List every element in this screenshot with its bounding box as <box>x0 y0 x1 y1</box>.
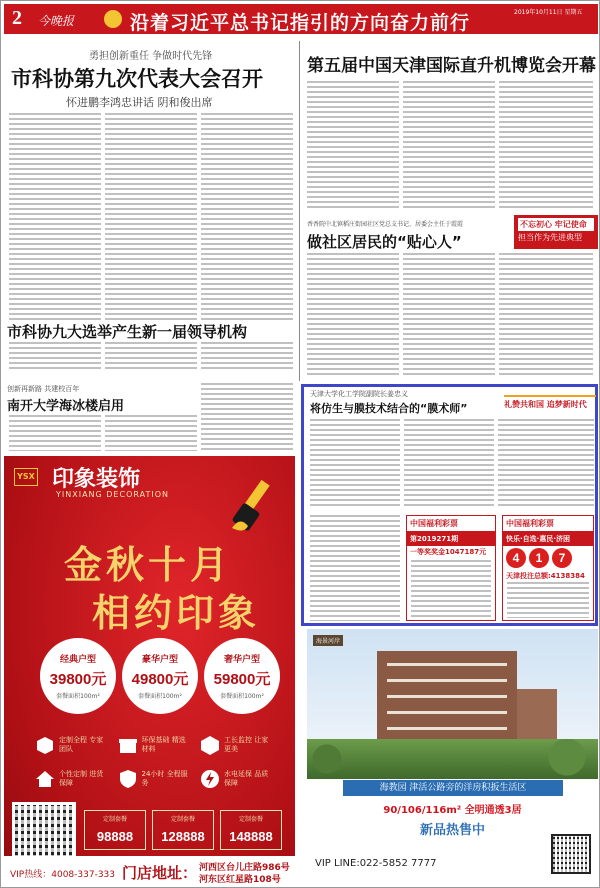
coupon-label: 定制套餐 <box>238 816 263 823</box>
lottery-prize: 一等奖奖金1047187元 <box>410 548 487 556</box>
feature-label: 工长监控 让家更美 <box>224 736 269 753</box>
feature-label: 环保基础 精选材料 <box>141 736 186 753</box>
feature-item <box>117 768 192 790</box>
highlight-text-col3 <box>498 419 594 509</box>
article1-kicker: 勇担创新重任 争做时代先锋 <box>89 51 213 62</box>
estate-qr-code <box>551 834 591 874</box>
coupon-value: 128888 <box>161 829 205 844</box>
package-name: 豪华户型 <box>141 655 178 665</box>
lightning-icon <box>199 768 221 790</box>
deco-logo: YSX <box>14 468 38 486</box>
deco-store-label: 门店地址： <box>122 864 198 882</box>
package-card[interactable] <box>122 638 198 714</box>
estate-band: 海教园 津活公路旁的洋房积扳生活区 <box>343 780 563 796</box>
decoration-ad[interactable] <box>4 456 295 886</box>
article1-subhead: 怀进鹏李鸿忠讲话 阴和俊出席 <box>66 96 213 109</box>
article1-text-col2 <box>105 113 197 321</box>
feature-item <box>117 734 192 756</box>
deco-address-1: 河西区台儿庄路986号 <box>199 863 290 873</box>
feature-label: 定制全程 专家团队 <box>59 736 104 753</box>
lottery-balls <box>503 546 593 570</box>
article3-headline[interactable]: 做社区居民的“贴心人” <box>307 233 462 251</box>
package-note: 套餐面积100m² <box>56 693 100 700</box>
feature-item <box>199 734 274 756</box>
highlight-ad-banner: 礼赞共和国 追梦新时代 <box>504 395 596 411</box>
lottery-prize: 天津投注总额:4138384 <box>506 572 585 580</box>
package-card[interactable] <box>40 638 116 714</box>
article4-text-col2 <box>105 342 197 372</box>
article4-text-col3 <box>201 342 293 372</box>
deco-brand: 印象装饰 <box>52 467 141 492</box>
box-icon <box>34 734 56 756</box>
masthead <box>4 4 598 34</box>
package-note: 套餐面积100m² <box>138 693 182 700</box>
shield-icon <box>117 768 139 790</box>
deco-slogan-line1: 金秋十月 <box>64 542 233 587</box>
lottery-ball: 1 <box>529 548 549 568</box>
package-card[interactable] <box>204 638 280 714</box>
coupon[interactable] <box>84 810 146 850</box>
coupon[interactable] <box>152 810 214 850</box>
highlight-headline[interactable]: 将仿生与膜技术结合的“膜术师” <box>310 402 468 415</box>
lottery-header: 中国福利彩票 <box>503 516 593 532</box>
page-number: 2 <box>12 7 22 29</box>
masthead-date: 2019年10月11日 星期五 <box>514 9 583 16</box>
paper-name: 今晚报 <box>38 14 75 28</box>
lottery-table <box>411 560 491 618</box>
article2-text-col3 <box>499 81 593 209</box>
lottery-box-2 <box>502 515 594 621</box>
article2-text-col1 <box>307 81 399 211</box>
party-emblem-icon <box>104 10 122 28</box>
estate-hot-sale: 新品热售中 <box>419 823 485 838</box>
feature-row-1 <box>34 734 274 756</box>
deco-vip-hotline: VIP热线：4008-337-333 <box>10 870 115 880</box>
highlight-text-col4 <box>310 515 400 621</box>
package-name: 奢华户型 <box>223 655 260 665</box>
article2-headline[interactable]: 第五届中国天津国际直升机博览会开幕 <box>307 56 596 76</box>
article3-text-col3 <box>499 253 593 378</box>
highlight-text-col1 <box>310 419 400 509</box>
deco-address-2: 河东区红星路108号 <box>199 875 281 885</box>
coupon-label: 定制套餐 <box>102 816 127 823</box>
coupon-value: 148888 <box>229 829 273 844</box>
deco-qr-code <box>12 802 76 862</box>
deco-brand-en: YINXIANG DECORATION <box>56 490 169 499</box>
lottery-band: 第2019271期 <box>407 532 495 546</box>
feature-row-2 <box>34 768 274 790</box>
estate-logo: 海景河岸 <box>313 635 343 646</box>
deco-footer <box>4 856 295 886</box>
highlight-text-col2 <box>404 419 494 509</box>
article4-headline[interactable]: 市科协九大选举产生新一届领导机构 <box>7 323 248 341</box>
promo-line1: 不忘初心 牢记使命 <box>518 218 594 231</box>
article5-headline[interactable]: 南开大学海冰楼启用 <box>7 399 125 414</box>
masthead-slogan: 沿着习近平总书记指引的方向奋力前行 <box>130 12 471 34</box>
feature-label: 个性定制 进货保障 <box>59 770 104 787</box>
package-note: 套餐面积100m² <box>220 693 264 700</box>
estate-size-line: 90/106/116m² 全明通透3居 <box>383 805 522 816</box>
paint-brush-icon <box>222 476 282 536</box>
highlight-kicker: 天津大学化工学院副院长姜忠义 <box>310 390 408 398</box>
coupon-value: 98888 <box>96 829 134 844</box>
feature-item <box>34 734 109 756</box>
estate-trees <box>307 739 598 779</box>
promo-box <box>514 215 598 249</box>
article5-text-col2 <box>105 415 197 451</box>
feature-item <box>199 768 274 790</box>
coupon[interactable] <box>220 810 282 850</box>
lottery-band: 快乐·自选·惠民·济困 <box>503 532 593 546</box>
lottery-table <box>507 582 589 618</box>
article5-text-col1 <box>9 415 101 451</box>
gift-icon <box>117 734 139 756</box>
column-divider <box>299 41 300 381</box>
package-price: 39800元 <box>49 671 107 688</box>
lottery-ball: 4 <box>506 548 526 568</box>
house-icon <box>34 768 56 790</box>
promo-line2: 担当作为先进典型 <box>518 233 582 242</box>
cube-icon <box>199 734 221 756</box>
package-price: 59800元 <box>213 671 271 688</box>
article1-headline[interactable]: 市科协第九次代表大会召开 <box>11 67 263 91</box>
article2-text-col2 <box>403 81 495 211</box>
feature-label: 水电延保 品质保障 <box>224 770 269 787</box>
lottery-ball: 7 <box>552 548 572 568</box>
package-price: 49800元 <box>131 671 189 688</box>
article5-text-col3 <box>201 383 293 451</box>
coupon-label: 定制套餐 <box>170 816 195 823</box>
feature-item <box>34 768 109 790</box>
article5-kicker: 创新再新路 共建校百年 <box>7 385 80 393</box>
article4-text-col1 <box>9 342 101 372</box>
real-estate-ad[interactable] <box>307 629 598 886</box>
estate-vip-line: VIP LINE:022-5852 7777 <box>315 858 437 869</box>
lottery-box-1 <box>406 515 496 621</box>
deco-slogan-line2: 相约印象 <box>92 590 261 635</box>
article3-text-col1 <box>307 253 399 378</box>
article1-text-col3 <box>201 113 293 321</box>
article3-kicker: 香香院中北镇稻庄街园社区党总支书记、居委会主任于霞霞 <box>307 221 464 228</box>
package-name: 经典户型 <box>59 655 96 665</box>
article3-text-col2 <box>403 253 495 378</box>
highlighted-article[interactable] <box>301 384 598 626</box>
feature-label: 24小时 全程服务 <box>141 770 188 787</box>
article1-text-col1 <box>9 113 101 321</box>
lottery-header: 中国福利彩票 <box>407 516 495 532</box>
